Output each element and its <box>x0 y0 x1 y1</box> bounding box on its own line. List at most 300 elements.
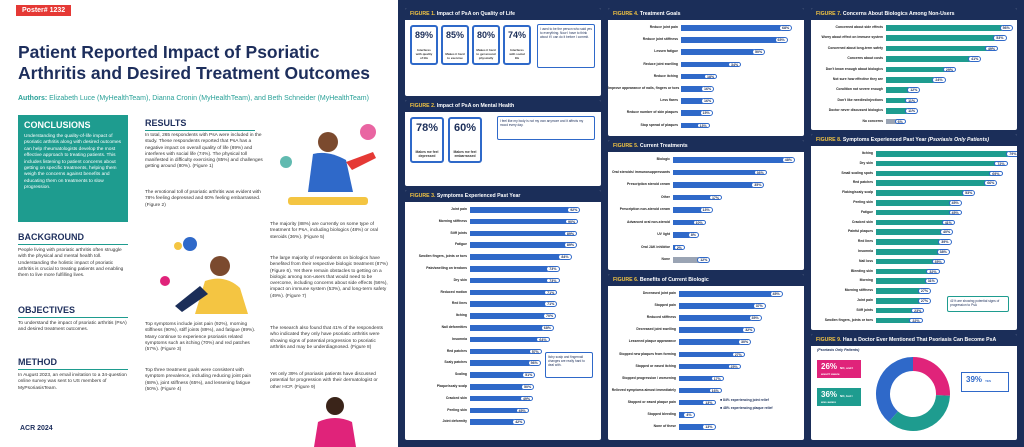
figure-8-row <box>811 287 1017 294</box>
figure-5-label: Oral JAK inhibitor <box>640 244 670 249</box>
figure-9-slice <box>883 364 913 417</box>
figure-3-value: 64% <box>536 337 549 343</box>
figure-8-header <box>811 134 1017 146</box>
figure-3-label: Joint deformity <box>442 419 467 424</box>
figure-8-body <box>811 146 1017 330</box>
results-p5: The majority (88%) are currently on some type of treatment for PsA, including biologics (48%) or oral steroids (36%). (Figure 5) <box>270 222 378 240</box>
figure-3-bar <box>470 325 545 331</box>
figure-8-row <box>811 219 1017 226</box>
figure-8-row <box>811 189 1017 196</box>
figure-8-value: 31% <box>925 278 938 284</box>
authors-list: Elizabeth Luce (MyHealthTeam), Dianna Cronin (MyHealthTeam), and Beth Schneider (MyHealthTeam) <box>49 95 369 102</box>
figure-1-number: FIGURE 1. <box>410 11 436 17</box>
figure-6-value: 25% <box>728 364 741 370</box>
figure-3-value: 73% <box>546 278 559 284</box>
figure-8-label: Bleeding skin <box>850 268 873 273</box>
figure-5-number: FIGURE 5. <box>613 143 639 149</box>
figure-4-value: 16% <box>701 86 714 92</box>
figure-7-card <box>811 8 1017 130</box>
figure-5-label: Other <box>660 194 670 199</box>
figure-7-bar <box>886 35 997 41</box>
figure-3-row <box>405 289 601 296</box>
figure-8-label: Insomnia <box>858 249 873 253</box>
figure-4-label: Reduce joint stiffness <box>642 37 678 42</box>
figure-2-title: Impact of PsA on Mental Health <box>436 103 515 109</box>
figure-8-value: 69% <box>989 171 1002 177</box>
figure-7-bar <box>886 25 1004 31</box>
figure-6-header <box>608 274 804 286</box>
figure-3-bar <box>470 337 540 343</box>
figure-7-value: 11% <box>905 98 918 104</box>
figure-9-body <box>811 346 1017 440</box>
poster-number: Poster# 1232 <box>16 5 71 16</box>
figure-5-row <box>608 231 804 238</box>
person-illustration-bottom <box>300 392 370 447</box>
figure-2-number: FIGURE 2. <box>410 103 436 109</box>
figure-6-value: 16% <box>709 388 722 394</box>
objectives-heading: OBJECTIVES <box>18 305 128 318</box>
figure-6-card <box>608 274 804 440</box>
figure-3-row <box>405 407 601 414</box>
figure-3-label: Plaque/scaly scalp <box>436 384 467 388</box>
figure-5-bar <box>673 195 713 201</box>
figure-3-bar <box>470 207 571 213</box>
figure-6-bar <box>679 364 732 370</box>
figure-3-bar <box>470 408 520 414</box>
figure-8-label: Red patches <box>852 180 873 185</box>
figure-6-row <box>608 411 804 418</box>
figure-7-value: 56% <box>1000 25 1013 31</box>
figure-7-row <box>811 86 1017 93</box>
figure-7-value: 11% <box>905 108 918 114</box>
figure-4-value: 65% <box>775 37 788 43</box>
figure-3-label: Scaling <box>454 372 467 377</box>
figure-3-value: 71% <box>544 290 557 296</box>
figure-4-value: 34% <box>728 62 741 68</box>
figure-2-stat-label: Makes me feel embarrassed <box>453 150 477 158</box>
figure-3-label: Stiff joints <box>450 230 467 235</box>
figure-4-value: 68% <box>779 25 792 31</box>
figure-5-value: 13% <box>700 207 713 213</box>
figure-8-callout: 41% are showing potential signs of progression to PsA <box>947 296 1009 312</box>
figure-3-label: Cracked skin <box>445 395 467 400</box>
figure-3-label: Nail deformities <box>441 325 467 329</box>
figure-8-value: 38% <box>937 249 950 255</box>
figure-6-row <box>608 399 804 406</box>
figure-4-label: Reduce itching <box>653 73 678 78</box>
figure-2-stat-label: Makes me feel depressed <box>415 150 439 158</box>
figure-3-header <box>405 190 601 202</box>
figure-3-value: 45% <box>516 408 529 414</box>
figure-3-label: Itching <box>455 313 467 318</box>
figure-3-row <box>405 324 601 331</box>
figure-3-label: Joint pain <box>450 207 467 211</box>
figure-5-card <box>608 140 804 270</box>
figure-3-bar <box>470 419 516 425</box>
figure-8-value: 35% <box>932 259 945 265</box>
figure-8-bar <box>876 200 953 206</box>
figure-3-label: Red patches <box>446 348 467 353</box>
figure-8-title: Symptoms Experienced Past Year <box>842 137 927 143</box>
figure-6-label: Stopped or eased plaque pain <box>627 399 676 404</box>
figure-8-bar <box>876 288 922 294</box>
figure-8-value: 79% <box>1006 151 1017 157</box>
figure-6-label: Stopped new plaques from forming <box>619 351 676 356</box>
figure-6-number: FIGURE 6. <box>613 277 639 283</box>
figure-8-row <box>811 277 1017 284</box>
figure-4-row <box>608 61 804 68</box>
figure-6-value: 27% <box>732 352 745 358</box>
figure-7-value: 24% <box>932 77 945 83</box>
figure-8-row <box>811 160 1017 167</box>
figure-5-body <box>608 152 804 270</box>
figure-3-quote: Itchy scalp and fingernail changes are really hard to deal with. <box>545 352 593 378</box>
figure-5-label: Oral steroids/ immunosuppressants <box>611 169 670 174</box>
figure-6-label: Stopped or eased itching <box>635 363 676 368</box>
figure-8-value: 22% <box>909 318 922 324</box>
figure-3-label: Scaly patches <box>444 360 467 365</box>
figure-8-label: Flaking/scaly scalp <box>842 190 873 195</box>
figure-3-row <box>405 300 601 307</box>
figure-5-bar <box>673 182 755 188</box>
figure-3-label: Morning stiffness <box>438 218 467 223</box>
figure-8-label: Dry skin <box>859 160 873 165</box>
figure-4-value: 18% <box>704 74 717 80</box>
background-text: People living with psoriatic arthritis often struggle with the physical and mental health toll. Understanding the holistic impact of psoriatic arthritis is crucial to treating patients and enabling them to live more fulfilling lives. <box>18 248 124 279</box>
figure-3-label: Reduced motion <box>440 289 467 294</box>
figure-3-row <box>405 265 601 272</box>
figure-4-bar <box>681 25 783 31</box>
left-panel <box>0 0 398 447</box>
figure-6-bar <box>679 339 742 345</box>
figures-panel <box>398 0 1024 447</box>
figure-3-value: 68% <box>541 325 554 331</box>
figure-3-value: 89% <box>564 231 577 237</box>
figure-4-row <box>608 48 804 55</box>
figure-4-row <box>608 24 804 31</box>
figure-8-label: Itching <box>861 151 873 155</box>
figure-1-stat <box>472 25 500 65</box>
figure-3-label: Red lines <box>451 301 467 306</box>
figure-8-card <box>811 134 1017 330</box>
figure-5-row <box>608 181 804 188</box>
results-p6: The large majority of respondents on biologics have benefited from their respective biologic treatment (87%) (Figure 6). Yet there remain obstacles to getting on a biologic among non-users that would need to be overcome, including concerns about side effects (56%), impact on immune system (53%), and long-term safety (49%). (Figure 7) <box>270 256 388 299</box>
authors-label: Authors: <box>18 95 48 102</box>
figure-1-title: Impact of PsA on Quality of Life <box>436 11 516 17</box>
figure-8-value: 45% <box>949 200 962 206</box>
figure-7-bar <box>886 56 972 62</box>
figure-6-body <box>608 286 804 440</box>
figure-8-row <box>811 170 1017 177</box>
figure-1-stat-value: 85% <box>445 30 464 40</box>
figure-1-stat-label: Interferes with social life <box>509 48 525 60</box>
figure-8-row <box>811 150 1017 157</box>
figure-8-label: Nail loss <box>859 258 873 263</box>
figure-9-title: Has a Doctor Ever Mentioned That Psoriasis Can Become PsA <box>842 337 997 343</box>
figure-8-label: Fatigue <box>860 209 873 214</box>
figure-5-bar <box>673 157 786 163</box>
figure-6-legend-item: ■ 48% experiencing plaque relief <box>720 406 773 410</box>
figure-9-number: FIGURE 9. <box>816 337 842 343</box>
figure-3-value: 70% <box>543 313 556 319</box>
figure-5-row <box>608 156 804 163</box>
figure-6-title: Benefits of Current Biologic <box>639 277 709 283</box>
figure-5-label: None <box>661 257 670 261</box>
figure-8-bar <box>876 210 953 216</box>
figure-4-label: Reduce joint pain <box>649 25 678 29</box>
figure-2-card <box>405 100 601 186</box>
figure-6-bar <box>679 291 774 297</box>
figure-3-bar <box>470 266 550 272</box>
figure-5-bar <box>673 207 704 213</box>
figure-3-value: 71% <box>544 301 557 307</box>
figure-5-bar <box>673 170 758 176</box>
figure-6-bar <box>679 376 715 382</box>
figure-7-label: Concerns about costs <box>847 56 883 61</box>
results-p1: In total, 265 respondents with PsA were included in the study. These respondents reported that PsA has a negative impact on overall quality of life (89%) and interferes with social life (74%). The physical toll manifested in difficulty exercising (85%) and challenges getting around (80%). (Figure 1) <box>145 133 263 170</box>
method-text: In August 2023, an email invitation to a 34-question online survey was sent to US members of MyPsoriasisTeam. <box>18 373 127 391</box>
figure-3-value: 89% <box>564 242 577 248</box>
figure-8-row <box>811 258 1017 265</box>
figure-7-label: Condition not severe enough <box>836 87 883 92</box>
figure-8-bar <box>876 269 930 275</box>
figure-4-value: 15% <box>700 110 713 116</box>
figure-6-label: Stopped bleeding <box>647 412 676 416</box>
figure-8-label: Joint pain <box>856 298 873 302</box>
figure-6-row <box>608 302 804 309</box>
figure-1-body <box>405 20 601 96</box>
figure-4-value: 16% <box>701 98 714 104</box>
figure-4-bar <box>681 62 732 68</box>
figure-6-value: 17% <box>711 376 724 382</box>
figure-6-row <box>608 290 804 297</box>
figure-5-value: 12% <box>697 257 710 263</box>
figure-7-label: Doctor never discussed biologics <box>828 108 883 113</box>
figure-6-label: Reduced stiffness <box>646 315 676 320</box>
figure-3-bar <box>470 372 526 378</box>
figure-6-value: 35% <box>749 315 762 321</box>
figure-5-row <box>608 206 804 213</box>
figure-3-row <box>405 241 601 248</box>
figure-5-label: Prescription non-steroid cream <box>619 207 670 211</box>
authors-line <box>18 95 393 102</box>
figure-3-bar <box>470 360 532 366</box>
figure-8-value: 23% <box>911 308 924 314</box>
figure-3-title: Symptoms Experienced Past Year <box>436 193 521 199</box>
figure-9-slice <box>913 364 943 395</box>
results-heading: RESULTS <box>145 118 255 131</box>
figure-8-value: 40% <box>940 229 953 235</box>
figure-8-bar <box>876 171 993 177</box>
figure-9-segment-sub: YES <box>985 379 992 383</box>
figure-7-row <box>811 76 1017 83</box>
figure-8-value: 45% <box>949 210 962 216</box>
figure-8-bar <box>876 220 946 226</box>
figure-7-row <box>811 24 1017 31</box>
figure-5-value: 17% <box>709 195 722 201</box>
figure-2-body <box>405 112 601 186</box>
figure-2-stat <box>448 117 482 163</box>
figure-3-row <box>405 418 601 425</box>
figure-7-bar <box>886 67 947 73</box>
figure-3-label: Swollen fingers, joints or toes <box>418 254 467 259</box>
figure-3-bar <box>470 301 548 307</box>
figure-8-label: Painful plaques <box>847 229 873 234</box>
figure-3-bar <box>470 349 533 355</box>
figure-5-row <box>608 244 804 251</box>
figure-3-value: 84% <box>558 254 571 260</box>
figure-7-row <box>811 34 1017 41</box>
figure-5-row <box>608 194 804 201</box>
figure-7-value: 29% <box>943 67 956 73</box>
figure-4-header <box>608 8 804 20</box>
figure-8-value: 32% <box>926 269 939 275</box>
figure-8-bar <box>876 151 1010 157</box>
figure-5-label: Advanced oral non-steroid <box>627 219 670 224</box>
figure-8-bar <box>876 308 915 314</box>
figure-8-bar <box>876 318 913 324</box>
figure-7-title: Concerns About Biologics Among Non-Users <box>842 11 955 17</box>
figure-2-quote: I feel like my body is not my own anymore and it affects my mood every day. <box>497 116 595 140</box>
figure-9-segment-sub: NO, but I was aware <box>821 394 853 404</box>
figure-2-stat-value: 78% <box>415 122 439 134</box>
figure-8-bar <box>876 161 998 167</box>
method-heading: METHOD <box>18 357 128 370</box>
figure-5-value: 35% <box>751 182 764 188</box>
figure-8-label: Peeling skin <box>853 200 873 204</box>
figure-8-value: 72% <box>994 161 1007 167</box>
figure-3-value: 50% <box>521 384 534 390</box>
figure-4-label: Improve appearance of nails, fingers or toes <box>608 86 680 90</box>
figure-6-label: Decreased joint pain <box>642 291 676 295</box>
figure-5-value: 8% <box>688 232 699 238</box>
figure-1-stat-label: Makes it hard to exercise <box>445 52 465 60</box>
figure-3-value: 73% <box>546 266 559 272</box>
figure-8-row <box>811 199 1017 206</box>
figure-8-value: 41% <box>942 220 955 226</box>
figure-6-value: 32% <box>742 327 755 333</box>
figure-5-value: 48% <box>782 157 795 163</box>
figure-8-bar <box>876 298 922 304</box>
figure-3-bar <box>470 231 568 237</box>
figure-9-subtitle: (Psoriasis Only Patients) <box>817 348 860 352</box>
figure-7-bar <box>886 46 989 52</box>
figure-7-body <box>811 20 1017 130</box>
person-illustration-middle <box>150 226 262 318</box>
figure-6-bar <box>679 388 713 394</box>
figure-1-stat <box>503 25 531 65</box>
results-p8: Yet only 39% of psoriasis patients have discussed potential for progression with their dermatologist or other HCP. (Figure 9) <box>270 372 378 390</box>
figure-7-row <box>811 118 1017 125</box>
figure-7-label: Not sure how effective they are <box>832 77 883 81</box>
figure-5-title: Current Treatments <box>639 143 688 149</box>
figure-7-value: 12% <box>907 87 920 93</box>
figure-7-row <box>811 55 1017 62</box>
figure-3-label: Dry skin <box>453 277 467 282</box>
figure-9-slice <box>893 395 943 424</box>
figure-1-stat-value: 74% <box>507 30 526 40</box>
figure-6-bar <box>679 303 757 309</box>
figure-9-segment-label <box>961 372 1009 392</box>
figure-7-label: No concerns <box>862 118 883 123</box>
figure-7-number: FIGURE 7. <box>816 11 842 17</box>
objectives-text: To understand the impact of psoriatic arthritis (PsA) and desired treatment outcomes. <box>18 321 127 333</box>
figure-8-label: Cracked skin <box>851 219 873 224</box>
figure-9-donut <box>873 354 953 434</box>
figure-7-label: Concerned about long-term safety <box>827 45 883 50</box>
figure-1-stat <box>410 25 438 65</box>
figure-7-bar <box>886 77 936 83</box>
figure-6-bar <box>679 327 746 333</box>
figure-6-value: 13% <box>702 400 715 406</box>
figure-6-row <box>608 351 804 358</box>
figure-3-value: 90% <box>565 219 578 225</box>
figure-6-row <box>608 387 804 394</box>
figure-6-value: 37% <box>753 303 766 309</box>
figure-3-value: 56% <box>528 360 541 366</box>
figure-3-number: FIGURE 3. <box>410 193 436 199</box>
figure-7-value: 6% <box>895 119 906 125</box>
figure-9-segment-value: 26% <box>821 362 838 371</box>
figure-8-value: 53% <box>962 190 975 196</box>
figure-8-label: Stiff joints <box>856 307 873 312</box>
figure-5-row <box>608 219 804 226</box>
figure-2-stat-value: 60% <box>453 122 477 134</box>
figure-7-value: 53% <box>993 35 1006 41</box>
figure-3-bar <box>470 242 568 248</box>
figure-3-card <box>405 190 601 440</box>
figure-6-value: 4% <box>683 412 694 418</box>
figure-6-row <box>608 375 804 382</box>
figure-3-value: 49% <box>520 396 533 402</box>
figure-6-value: 30% <box>738 339 751 345</box>
figure-3-bar <box>470 278 550 284</box>
figure-3-value: 51% <box>522 372 535 378</box>
figure-5-label: Prescription steroid cream <box>627 182 670 186</box>
figure-9-segment-label <box>817 360 861 378</box>
figure-4-value: 50% <box>752 49 765 55</box>
figure-4-row <box>608 73 804 80</box>
figure-7-label: Concerned about side effects <box>835 25 883 29</box>
figure-3-body <box>405 202 601 440</box>
figure-8-row <box>811 268 1017 275</box>
figure-8-value: 27% <box>918 288 931 294</box>
poster-title: Patient Reported Impact of Psoriatic Arthritis and Desired Treatment Outcomes <box>18 42 371 83</box>
figure-9-card <box>811 334 1017 440</box>
figure-4-value: 13% <box>697 123 710 129</box>
figure-5-label: Biologic <box>656 157 670 161</box>
figure-8-number: FIGURE 8. <box>816 137 842 143</box>
figure-4-label: Stop spread of plaques <box>640 122 678 127</box>
figure-4-row <box>608 109 804 116</box>
figure-8-bar <box>876 239 942 245</box>
figure-4-label: Reduce joint swelling <box>643 61 678 66</box>
figure-3-row <box>405 383 601 390</box>
figure-3-row <box>405 277 601 284</box>
figure-1-stat-value: 80% <box>476 30 495 40</box>
figure-8-row <box>811 238 1017 245</box>
figure-3-bar <box>470 396 524 402</box>
figure-8-row <box>811 209 1017 216</box>
figure-5-value: 36% <box>754 170 767 176</box>
figure-1-header <box>405 8 601 20</box>
figure-8-label: Red lines <box>857 239 873 244</box>
figure-3-bar <box>470 313 547 319</box>
figure-4-bar <box>681 49 756 55</box>
figure-1-stat-label: Interferes with quality of life <box>415 48 433 60</box>
figure-8-label: Morning stiffness <box>844 288 873 293</box>
figure-6-row <box>608 423 804 430</box>
